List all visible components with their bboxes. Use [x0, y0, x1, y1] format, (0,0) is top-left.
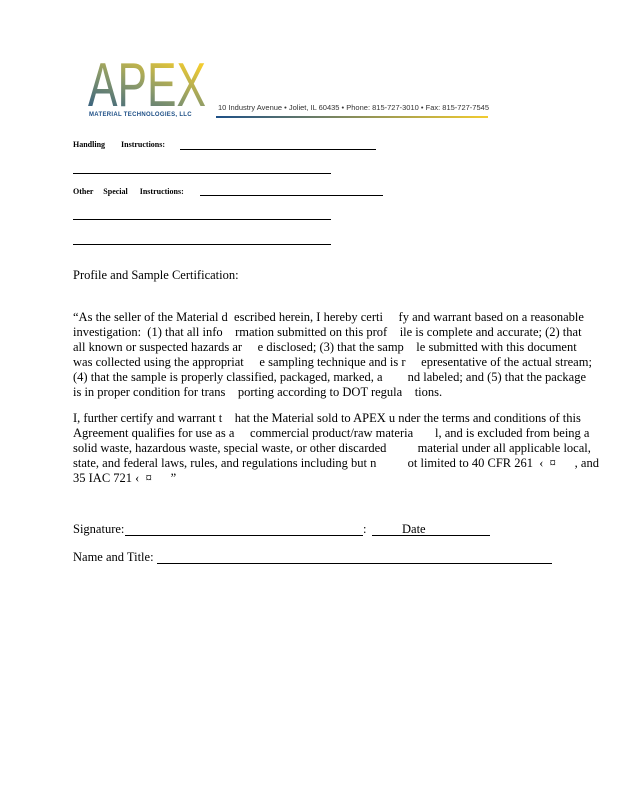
name-title-field[interactable] [157, 563, 552, 564]
other-special-instructions-label: Other Special Instructions: [73, 187, 184, 196]
signature-label: Signature: [73, 522, 125, 536]
certification-heading: Profile and Sample Certification: [73, 268, 239, 282]
text-line: all known or suspected hazards ar e disclosed; (3) that the samp le submitted with this document [73, 340, 577, 354]
signature-field[interactable] [125, 535, 363, 536]
name-title-label: Name and Title: [73, 550, 154, 564]
company-name: MATERIAL TECHNOLOGIES, LLC [89, 112, 192, 118]
signature-colon: : [363, 522, 367, 536]
handling-instructions-label: Handling Instructions: [73, 140, 166, 149]
company-address: 10 Industry Avenue • Joliet, IL 60435 • Phone: 815-727-3010 • Fax: 815-727-7545 [218, 103, 489, 112]
text-line: “As the seller of the Material d escribed herein, I hereby certi fy and warrant based on a reasonable [73, 310, 584, 324]
text-line: is in proper condition for trans porting according to DOT regula tions. [73, 385, 443, 399]
text-line: investigation: (1) that all info rmation submitted on this prof ile is complete and accurate; (2) that [73, 325, 582, 339]
other-instructions-field[interactable] [200, 195, 383, 196]
text-line: solid waste, hazardous waste, special waste, or other discarded material under all applicable local, [73, 441, 591, 455]
handling-instructions-line-2[interactable] [73, 173, 331, 174]
text-line: state, and federal laws, rules, and regulations including but n ot limited to 40 CFR 261 ‹ ¤ , and [73, 456, 599, 470]
text-line: (4) that the sample is properly classified, packaged, marked, a nd labeled; and (5) that the package [73, 370, 587, 384]
text-line: Agreement qualifies for use as a commercial product/raw materia l, and is excluded from being a [73, 426, 590, 440]
text-line: was collected using the appropriat e sampling technique and is r epresentative of the actual stream; [73, 355, 592, 369]
certification-paragraph-1 [73, 310, 592, 400]
text-line: 35 IAC 721 ‹ ¤ ” [73, 471, 177, 485]
svg-text:APEX: APEX [88, 51, 206, 110]
handling-instructions-field[interactable] [180, 149, 376, 150]
other-instructions-line-3[interactable] [73, 244, 331, 245]
other-instructions-line-2[interactable] [73, 219, 331, 220]
date-label: Date [402, 522, 426, 536]
certification-paragraph-2 [73, 411, 599, 486]
date-field[interactable] [372, 535, 490, 536]
letterhead-rule [216, 116, 488, 118]
text-line: I, further certify and warrant t hat the Material sold to APEX u nder the terms and conditions of this [73, 411, 581, 425]
apex-logo [86, 38, 211, 110]
